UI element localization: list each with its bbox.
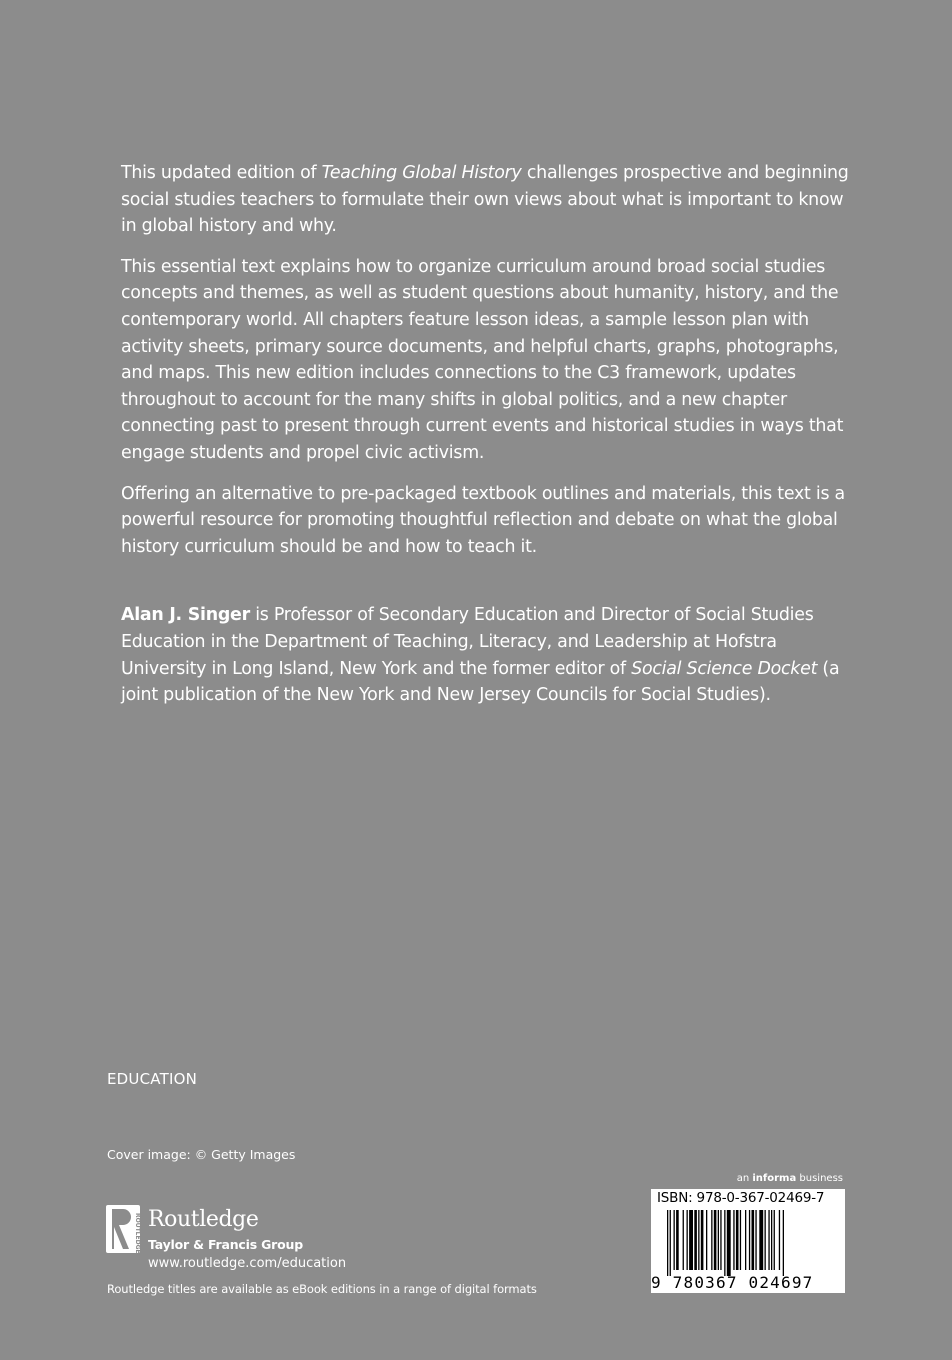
author-bio bbox=[121, 602, 861, 708]
barcode-bar bbox=[701, 1210, 704, 1270]
publisher-url[interactable]: www.routledge.com/education bbox=[148, 1256, 347, 1271]
journal-title: Social Science Docket bbox=[631, 658, 818, 679]
barcode-bar bbox=[727, 1210, 731, 1276]
barcode-bar bbox=[733, 1210, 734, 1270]
author-bio-post: (a joint publication of the New York and New Jersey Councils for Social Studies). bbox=[121, 658, 840, 706]
back-cover-blurb bbox=[121, 160, 861, 723]
barcode-bar bbox=[720, 1210, 721, 1270]
barcode-bar bbox=[759, 1210, 763, 1270]
subject-category: EDUCATION bbox=[107, 1070, 197, 1088]
routledge-r-icon bbox=[106, 1205, 140, 1253]
isbn-label: ISBN: 978-0-367-02469-7 bbox=[657, 1190, 825, 1206]
barcode-bar bbox=[783, 1210, 784, 1276]
barcode-bar bbox=[736, 1210, 739, 1270]
blurb-paragraph-3: Offering an alternative to pre-packaged textbook outlines and materials, this text is a powerful resource for promoting thoughtful reflection and debate on what the global history curriculum should be and how to teach it. bbox=[121, 483, 845, 557]
barcode-bar bbox=[687, 1210, 688, 1270]
author-name: Alan J. Singer bbox=[121, 605, 250, 626]
barcode-bar bbox=[765, 1210, 766, 1270]
informa-brand: informa bbox=[752, 1173, 797, 1184]
routledge-logo bbox=[106, 1205, 346, 1275]
barcode-bar bbox=[706, 1210, 707, 1270]
barcode-bar bbox=[694, 1210, 697, 1270]
barcode-bar bbox=[683, 1210, 684, 1270]
publisher-name: Routledge bbox=[148, 1207, 259, 1232]
barcode-bar bbox=[774, 1210, 775, 1270]
barcode-bar bbox=[749, 1210, 750, 1270]
barcode-bar bbox=[724, 1210, 725, 1276]
barcode-icon bbox=[667, 1210, 829, 1276]
barcode-bar bbox=[698, 1210, 699, 1270]
barcode-bar bbox=[711, 1210, 712, 1270]
author-bio-pre: is Professor of Secondary Education and Director of Social Studies Education in the Department of Teaching, Literacy, and Leadership at Hofstra University in Long Island, New York and the former editor of bbox=[121, 605, 814, 679]
barcode-bar bbox=[689, 1210, 693, 1270]
logo-vertical-text: ROUTLEDGE bbox=[134, 1213, 141, 1254]
isbn-digits: 9 780367 024697 bbox=[651, 1273, 814, 1292]
cover-image-credit: Cover image: © Getty Images bbox=[107, 1147, 296, 1162]
informa-business-tag bbox=[737, 1173, 843, 1184]
barcode-bar bbox=[674, 1210, 675, 1270]
blurb-p1-pre: This updated edition of bbox=[121, 163, 322, 183]
barcode-bar bbox=[779, 1210, 780, 1270]
barcode-bar bbox=[714, 1210, 717, 1270]
barcode-bar bbox=[755, 1210, 756, 1270]
blurb-paragraph-2: This essential text explains how to organize curriculum around broad social studies concepts and themes, as well as student questions about humanity, history, and the contemporary world. All chapters feature lesson ideas, a sample lesson plan with activity sheets, primary source documents, and helpful charts, graphs, photographs, and maps. This new edition includes connections to the C3 framework, updates throughout to account for the many shifts in global politics, and a new chapter connecting past to present through current events and historical studies in ways that engage students and propel civic activism. bbox=[121, 256, 844, 463]
informa-prefix: an bbox=[736, 1173, 753, 1184]
isbn-barcode bbox=[651, 1189, 845, 1293]
barcode-bar bbox=[667, 1210, 668, 1276]
barcode-bar bbox=[676, 1210, 679, 1270]
blurb-p1-post: challenges prospective and beginning social studies teachers to formulate their own views about what is important to know in global history and why. bbox=[121, 163, 849, 237]
barcode-bar bbox=[771, 1210, 772, 1270]
barcode-bar bbox=[718, 1210, 719, 1270]
blurb-paragraph-1 bbox=[121, 160, 861, 240]
publisher-group: Taylor & Francis Group bbox=[148, 1237, 303, 1252]
barcode-bar bbox=[740, 1210, 741, 1270]
barcode-bar bbox=[768, 1210, 769, 1270]
barcode-bar bbox=[670, 1210, 671, 1276]
book-title: Teaching Global History bbox=[321, 163, 522, 183]
ebook-note: Routledge titles are available as eBook editions in a range of digital formats bbox=[107, 1282, 537, 1296]
informa-suffix: business bbox=[796, 1173, 843, 1184]
barcode-bar bbox=[745, 1210, 746, 1270]
barcode-bar bbox=[752, 1210, 755, 1270]
